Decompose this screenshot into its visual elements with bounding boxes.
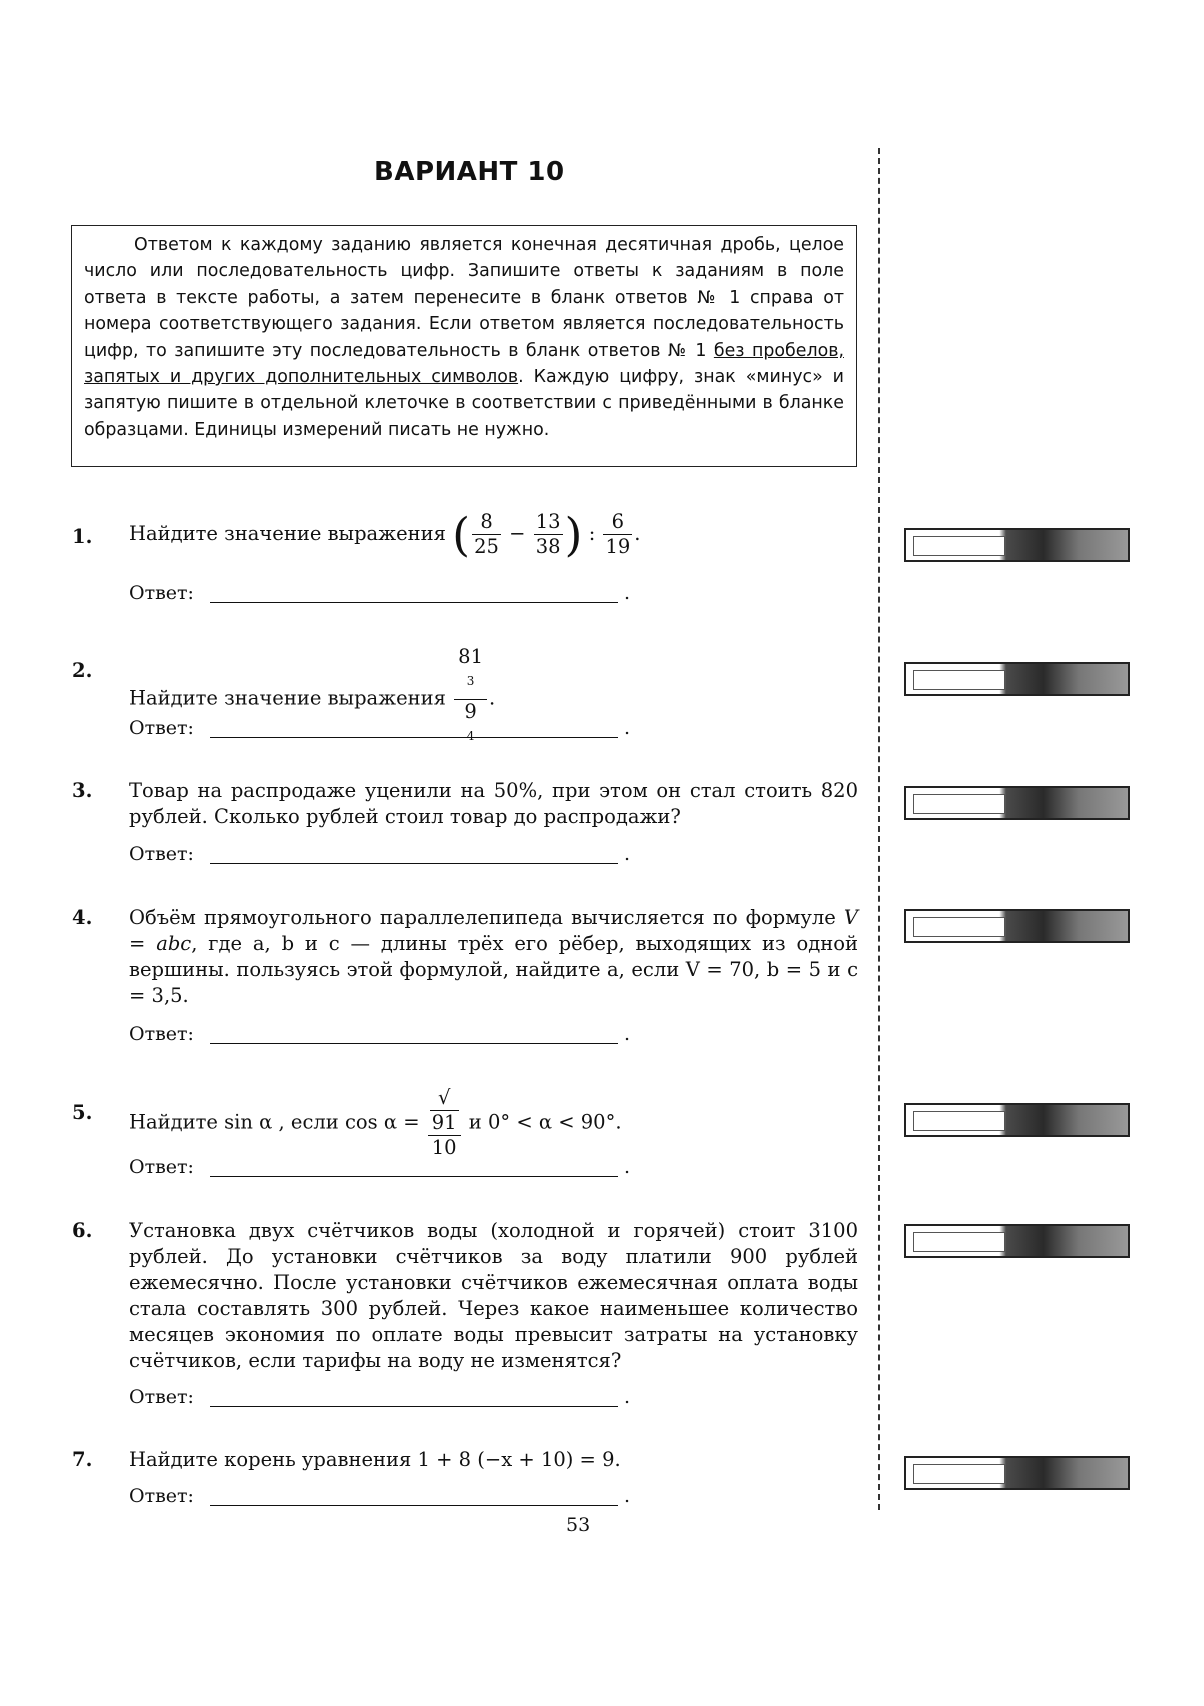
- task-number: 2.: [72, 659, 93, 682]
- denominator: 38: [535, 535, 561, 558]
- answer-label: Ответ:: [129, 843, 194, 865]
- answer-box-3: [904, 786, 1130, 820]
- instructions-underlined: без пробелов, запятых и других дополнительных символов: [84, 340, 844, 388]
- task-1: [72, 507, 858, 610]
- denominator: 10: [431, 1136, 457, 1159]
- answer-row: Ответ: .: [129, 843, 631, 865]
- task-7: [72, 1447, 858, 1517]
- denominator: 19: [605, 535, 631, 558]
- division-sign: :: [588, 522, 596, 545]
- numerator-base: 81: [458, 645, 483, 668]
- task-3: [72, 778, 858, 868]
- task-number: 7.: [72, 1448, 93, 1471]
- numerator-exponent: 3: [466, 674, 475, 688]
- task-5-condition: и 0° < α < 90°.: [468, 1110, 622, 1134]
- task-1-text: Найдите значение выражения: [129, 522, 446, 545]
- answer-field[interactable]: [210, 1172, 618, 1177]
- fraction: [603, 510, 632, 559]
- task-text: Установка двух счётчиков воды (холодной и горячей) стоит 3100 рублей. До установки счётчиков за воду платили 900 рублей ежемесячно. После установки счётчиков ежемесячная оплата воды стала составлять 300 рублей. Через какое наименьшее количество месяцев экономия по оплате воды превысит затраты на установку счётчиков, если тарифы на воду не изменятся?: [129, 1219, 858, 1372]
- numerator: √ 91: [428, 1086, 461, 1136]
- numerator: 6: [603, 510, 632, 535]
- paren-close: ): [564, 507, 583, 562]
- numerator: [454, 645, 487, 700]
- paren-open: (: [452, 507, 471, 562]
- answer-field[interactable]: [210, 1402, 618, 1407]
- answer-field[interactable]: [210, 1501, 618, 1506]
- answer-label: Ответ:: [129, 1386, 194, 1408]
- fraction: [428, 1086, 461, 1160]
- answer-row: Ответ: .: [129, 1023, 631, 1045]
- answer-label: Ответ:: [129, 1156, 194, 1178]
- instructions-text-after: . Каждую цифру, знак «минус» и запятую пишите в отдельной клеточке в соответствии с приведёнными в бланке образцами. Единицы измерений писать не нужно.: [84, 367, 844, 440]
- minus-sign: −: [509, 522, 526, 545]
- task-number: 4.: [72, 906, 93, 929]
- answer-cell: [913, 1232, 1005, 1252]
- answer-box-4: [904, 909, 1130, 943]
- answer-box-6: [904, 1224, 1130, 1258]
- numerator: 8: [472, 510, 501, 535]
- instructions-text: Ответом к каждому заданию является конечная десятичная дробь, целое число или последовательность цифр. Запишите ответы к заданиям в поле ответа в тексте работы, а затем перенесите в бланк ответов № 1 справа от номера соответствующего задания. Если ответом является последовательность цифр, то запишите эту последовательность в бланк ответов № 1: [84, 235, 844, 361]
- task-text: Найдите значение выражения 81 $^3$ 9 $^4$ .: [129, 645, 858, 753]
- task-4: [72, 905, 858, 1045]
- task-text: Товар на распродаже уценили на 50%, при этом он стал стоить 820 рублей. Сколько рублей стоил товар до распродажи?: [129, 779, 858, 828]
- task-6: [72, 1218, 858, 1413]
- answer-field[interactable]: [210, 733, 618, 738]
- task-number: 5.: [72, 1101, 93, 1124]
- instructions-box: [71, 225, 857, 467]
- answer-row: Ответ: .: [129, 717, 631, 739]
- task-number: 1.: [72, 525, 93, 548]
- task-5-text: Найдите sin α , если cos α =: [129, 1110, 420, 1134]
- task-4-text: Объём прямоугольного параллелепипеда вычисляется по формуле: [129, 906, 844, 929]
- page-number: 53: [566, 1514, 591, 1536]
- answer-field[interactable]: [210, 1039, 618, 1044]
- answer-cell: [913, 670, 1005, 690]
- answer-field[interactable]: [210, 598, 618, 603]
- answer-row: Ответ: .: [129, 582, 631, 604]
- denominator: 25: [474, 535, 499, 558]
- answer-cell: [913, 1111, 1005, 1131]
- denominator-base: 9: [464, 699, 477, 723]
- numerator: 13: [535, 510, 561, 533]
- task-number: 6.: [72, 1219, 93, 1242]
- answer-label: Ответ:: [129, 1023, 194, 1045]
- cut-line: [878, 148, 880, 1510]
- task-text: Найдите значение выражения ( $\frac{8}{25}$ − $\frac{13}{38}$ ) : $\frac{6}{19}$ .: [129, 507, 641, 562]
- fraction: [472, 510, 501, 559]
- formula: V = abc: [129, 906, 858, 955]
- answer-field[interactable]: [210, 859, 618, 864]
- task-2-text: Найдите значение выражения: [129, 686, 446, 710]
- answer-label: Ответ:: [129, 717, 194, 739]
- task-text: [129, 1086, 858, 1160]
- task-text: [129, 905, 858, 1009]
- task-number: 3.: [72, 779, 93, 802]
- answer-row: Ответ: .: [129, 1485, 631, 1507]
- task-text: Найдите корень уравнения 1 + 8 (−x + 10) = 9.: [129, 1448, 621, 1471]
- answer-label: Ответ:: [129, 582, 194, 604]
- task-2: [72, 645, 858, 745]
- answer-cell: [913, 1464, 1005, 1484]
- answer-box-5: [904, 1103, 1130, 1137]
- answer-row: Ответ: .: [129, 1156, 631, 1178]
- answer-box-1: [904, 528, 1130, 562]
- answer-cell: [913, 794, 1005, 814]
- sqrt-argument: 91: [431, 1111, 457, 1134]
- answer-cell: [913, 917, 1005, 937]
- answer-box-2: [904, 662, 1130, 696]
- answer-box-7: [904, 1456, 1130, 1490]
- answer-cell: [913, 536, 1005, 556]
- fraction: [534, 510, 563, 559]
- answer-row: Ответ: .: [129, 1386, 631, 1408]
- task-5: [72, 1086, 858, 1186]
- page-title: ВАРИАНТ 10: [374, 157, 565, 187]
- task-4-text-rest: , где a, b и c — длины трёх его рёбер, выходящих из одной вершины. пользуясь этой формулой, найдите a, если V = 70, b = 5 и c = 3,5.: [129, 932, 858, 1007]
- answer-label: Ответ:: [129, 1485, 194, 1507]
- denominator-exponent: 4: [466, 728, 475, 743]
